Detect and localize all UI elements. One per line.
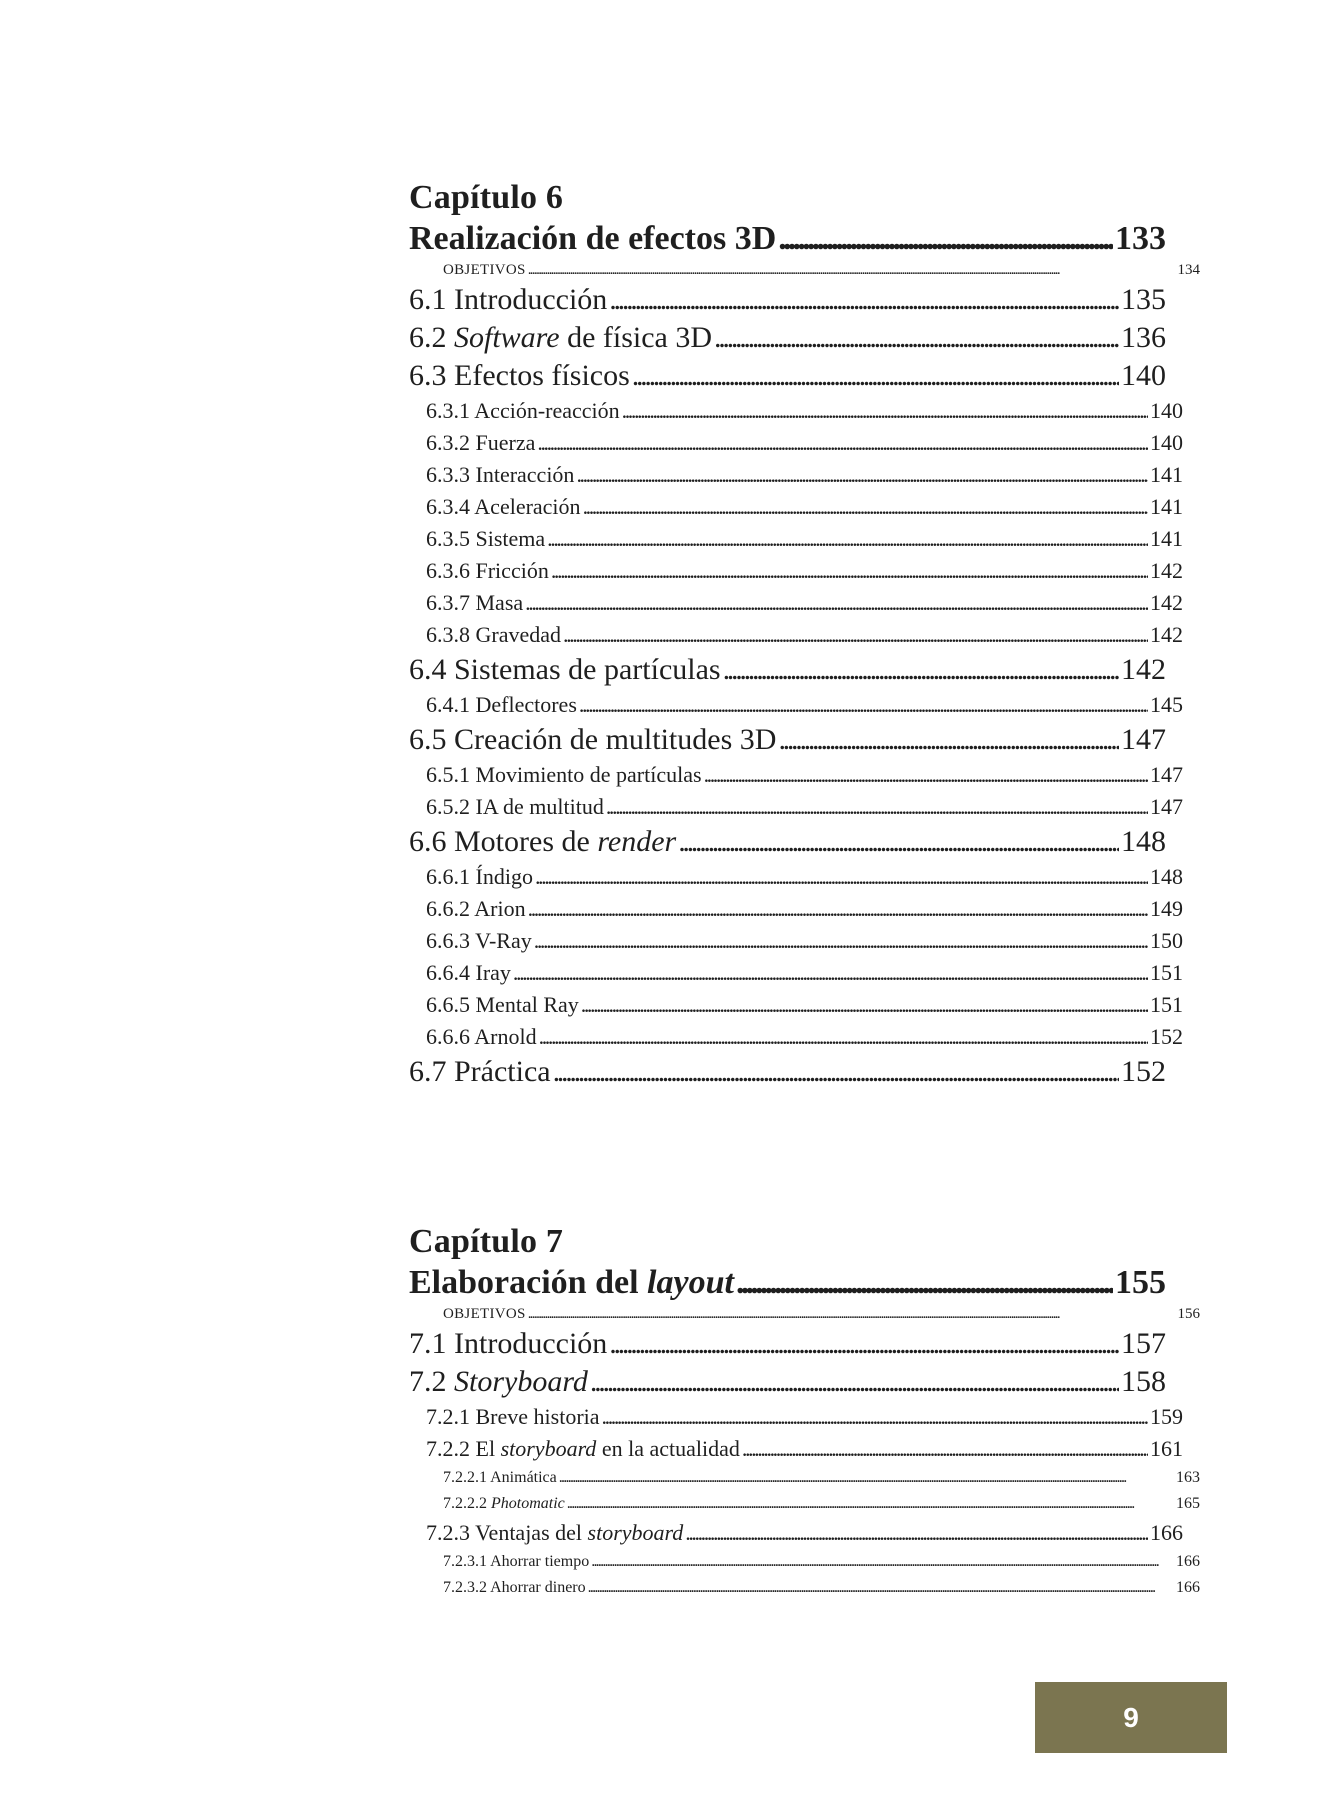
toc-entry-6-6-2[interactable] (409, 893, 1183, 925)
chapter-6-objetivos-entry[interactable] (409, 259, 1200, 281)
entry-title: 6.3 Efectos físicos (409, 359, 630, 392)
entry-page: 147 (1121, 723, 1166, 756)
entry-title: 6.5 Creación de multitudes 3D (409, 723, 777, 756)
toc-entry-7-2-1[interactable] (409, 1401, 1183, 1433)
toc-entry-7-2-2[interactable] (409, 1433, 1183, 1465)
entry-title: 6.2 Software de física 3D (409, 321, 713, 354)
entry-title: 6.6.5 Mental Ray (426, 992, 579, 1017)
entry-title: 6.3.7 Masa (426, 590, 524, 615)
entry-title: 6.3.3 Interacción (426, 462, 575, 487)
entry-page: 152 (1121, 1055, 1166, 1088)
toc-entry-7-2-2-2[interactable] (409, 1491, 1200, 1517)
toc-entry-7-1[interactable] (409, 1325, 1166, 1363)
entry-page: 166 (1176, 1579, 1200, 1596)
entry-page: 147 (1150, 794, 1183, 819)
entry-page: 163 (1176, 1469, 1200, 1486)
entry-page: 145 (1150, 692, 1183, 717)
entry-page: 141 (1150, 494, 1183, 519)
entry-title: 7.2.3.2 Ahorrar dinero (443, 1579, 586, 1596)
toc-entry-6-2[interactable] (409, 319, 1166, 357)
toc-entry-6-5[interactable] (409, 721, 1166, 759)
entry-title: 6.3.1 Acción-reacción (426, 398, 620, 423)
entry-title: 7.2.1 Breve historia (426, 1404, 600, 1429)
entry-page: 133 (1115, 220, 1166, 257)
entry-page: 151 (1150, 992, 1183, 1017)
entry-page: 142 (1150, 622, 1183, 647)
entry-title: OBJETIVOS (443, 1306, 526, 1322)
entry-title: 7.2.3.1 Ahorrar tiempo (443, 1553, 590, 1570)
toc-entry-6-5-2[interactable] (409, 791, 1183, 823)
entry-title: 6.6.6 Arnold (426, 1024, 537, 1049)
toc-entry-6-6-5[interactable] (409, 989, 1183, 1021)
entry-page: 142 (1150, 558, 1183, 583)
toc-entry-6-6-4[interactable] (409, 957, 1183, 989)
entry-title: 7.2.2.2 Photomatic (443, 1495, 565, 1512)
toc-entry-7-2-2-1[interactable] (409, 1465, 1200, 1491)
chapter-6-label: Capítulo 6 (409, 179, 564, 216)
chapter-6-section (409, 178, 1200, 1091)
entry-title: 7.1 Introducción (409, 1327, 608, 1360)
entry-page: 158 (1121, 1365, 1166, 1398)
toc-entry-6-3-4[interactable] (409, 491, 1183, 523)
chapter-7-section (409, 1222, 1200, 1601)
entry-page: 155 (1115, 1264, 1166, 1301)
entry-page: 136 (1121, 321, 1166, 354)
toc-entry-6-3[interactable] (409, 357, 1166, 395)
entry-page: 148 (1150, 864, 1183, 889)
entry-page: 152 (1150, 1024, 1183, 1049)
toc-entry-6-3-3[interactable] (409, 459, 1183, 491)
entry-page: 161 (1150, 1436, 1183, 1461)
entry-title: 6.3.2 Fuerza (426, 430, 536, 455)
toc-entry-7-2-3-1[interactable] (409, 1549, 1200, 1575)
entry-title: 6.6 Motores de render (409, 825, 677, 858)
toc-entry-6-3-1[interactable] (409, 395, 1183, 427)
entry-page: 156 (1177, 1306, 1200, 1322)
entry-page: 166 (1176, 1553, 1200, 1570)
chapter-6-title-entry[interactable] (409, 218, 1166, 259)
entry-page: 140 (1150, 398, 1183, 423)
entry-title: 6.6.2 Arion (426, 896, 526, 921)
entry-title: 7.2.2 El storyboard en la actualidad (426, 1436, 740, 1461)
toc-entry-6-7[interactable] (409, 1053, 1166, 1091)
entry-page: 140 (1121, 359, 1166, 392)
toc-entry-6-6-3[interactable] (409, 925, 1183, 957)
toc-entry-6-3-7[interactable] (409, 587, 1183, 619)
entry-page: 141 (1150, 462, 1183, 487)
toc-entry-6-5-1[interactable] (409, 759, 1183, 791)
entry-page: 140 (1150, 430, 1183, 455)
entry-title: 6.6.1 Índigo (426, 864, 533, 889)
entry-page: 151 (1150, 960, 1183, 985)
toc-entry-6-1[interactable] (409, 281, 1166, 319)
entry-title: 6.4.1 Deflectores (426, 692, 577, 717)
chapter-7-title-entry[interactable] (409, 1262, 1166, 1303)
entry-page: 166 (1150, 1520, 1183, 1545)
entry-page: 148 (1121, 825, 1166, 858)
page-number-badge (1035, 1682, 1227, 1753)
entry-title: 6.3.4 Aceleración (426, 494, 581, 519)
toc-entry-7-2-3[interactable] (409, 1517, 1183, 1549)
entry-page: 142 (1150, 590, 1183, 615)
entry-title: 6.1 Introducción (409, 283, 608, 316)
entry-title: Elaboración del layout (409, 1264, 734, 1301)
entry-title: 7.2.2.1 Animática (443, 1469, 557, 1486)
entry-title: 6.7 Práctica (409, 1055, 551, 1088)
entry-title: 6.5.2 IA de multitud (426, 794, 604, 819)
entry-title: 6.3.6 Fricción (426, 558, 549, 583)
toc-entry-6-6-6[interactable] (409, 1021, 1183, 1053)
toc-entry-6-3-2[interactable] (409, 427, 1183, 459)
entry-title: 6.6.4 Iray (426, 960, 511, 985)
chapter-7-label: Capítulo 7 (409, 1223, 564, 1260)
entry-title: OBJETIVOS (443, 262, 526, 278)
entry-page: 134 (1177, 262, 1200, 278)
chapter-7-objetivos-entry[interactable] (409, 1303, 1200, 1325)
entry-title: 6.4 Sistemas de partículas (409, 653, 721, 686)
toc-entry-6-3-6[interactable] (409, 555, 1183, 587)
entry-page: 147 (1150, 762, 1183, 787)
entry-title: 6.5.1 Movimiento de partículas (426, 762, 702, 787)
toc-entry-6-3-8[interactable] (409, 619, 1183, 651)
toc-entry-6-6-1[interactable] (409, 861, 1183, 893)
entry-page: 142 (1121, 653, 1166, 686)
entry-title: 6.3.8 Gravedad (426, 622, 562, 647)
toc-entry-6-4[interactable] (409, 651, 1166, 689)
toc-entry-7-2-3-2[interactable] (409, 1575, 1200, 1601)
entry-title: 6.6.3 V-Ray (426, 928, 532, 953)
entry-page: 141 (1150, 526, 1183, 551)
entry-page: 149 (1150, 896, 1183, 921)
entry-page: 135 (1121, 283, 1166, 316)
toc-entry-7-2[interactable] (409, 1363, 1166, 1401)
page-number: 9 (1123, 1701, 1139, 1733)
toc-entry-6-6[interactable] (409, 823, 1166, 861)
toc-entry-6-3-5[interactable] (409, 523, 1183, 555)
entry-title: 7.2.3 Ventajas del storyboard (426, 1520, 684, 1545)
entry-page: 157 (1121, 1327, 1166, 1360)
entry-title: 7.2 Storyboard (409, 1365, 588, 1398)
entry-page: 150 (1150, 928, 1183, 953)
entry-page: 165 (1176, 1495, 1200, 1512)
entry-title: Realización de efectos 3D (409, 220, 777, 257)
entry-page: 159 (1150, 1404, 1183, 1429)
entry-title: 6.3.5 Sistema (426, 526, 546, 551)
toc-entry-6-4-1[interactable] (409, 689, 1183, 721)
